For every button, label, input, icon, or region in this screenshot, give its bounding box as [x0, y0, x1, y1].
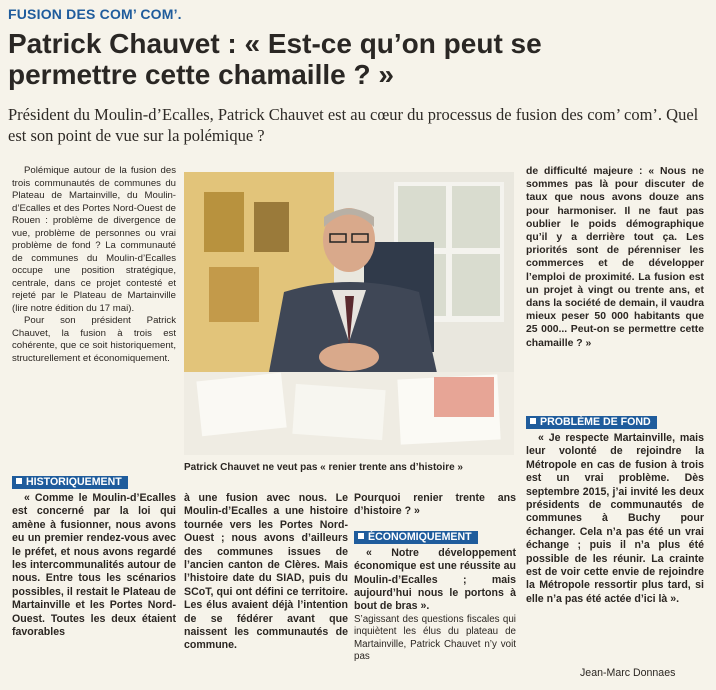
quote-continuation-text: de difficulté majeure : « Nous ne sommes pas là pour discuter de taux que nous avons douze ans pour harmoniser. Il ne faut pas oublier le poids démographique qu’il y a derrière tout ça. Les priorités sont de pérenniser les commerces et de développer l’emploi de proximité. La fusion est un projet à vingt ou trente ans, et dans la société de demain, il vaudra mieux peser 50 000 habitants que 25 000... Peut-on se permettre cette chamaille ? »	[526, 166, 704, 349]
historiquement-text-a: « Comme le Moulin-d’Ecalles est concerné par la loi qui amène à fusionner, nous avons eu un premier rendez-vous avec le préfet, et nous avons regardé les intercommunalités autour de nous. Entre tous les scénarios possibles, il restait le Plateau de Martainville et les Portes Nord-Ouest. Toutes les deux étaient favorables	[12, 492, 176, 639]
square-bullet-icon	[16, 478, 22, 484]
intro-paragraph-2: Pour son président Patrick Chauvet, la fusion à trois est cohérente, que ce soit historiquement, structurellement et économiquement.	[12, 315, 176, 364]
economiquement-text-b: S’agissant des questions fiscales qui inquiètent les élus du plateau de Martainville, Patrick Chauvet n’y voit pas	[354, 613, 516, 663]
economiquement-text-a: « Notre développement économique est une réussite au Moulin-d’Ecalles ; mais aujourd’hui nous le portons à bout de bras ».	[354, 546, 516, 613]
quote-continuation	[526, 165, 704, 350]
portrait-photo	[184, 172, 514, 455]
chapo: Président du Moulin-d’Ecalles, Patrick Chauvet est au cœur du processus de fusion des com’ com’. Quel est son point de vue sur la polémique ?	[8, 105, 699, 145]
byline: Jean-Marc Donnaes	[580, 667, 676, 679]
photo-caption: Patrick Chauvet ne veut pas « renier trente ans d’histoire »	[184, 462, 463, 473]
historiquement-text-c: Pourquoi renier trente ans d’histoire ? »	[354, 492, 516, 518]
square-bullet-icon	[358, 533, 364, 539]
section-historiquement-cont	[184, 492, 348, 653]
intro-column	[12, 165, 176, 365]
portrait-illustration	[184, 172, 514, 455]
square-bullet-icon	[530, 418, 536, 424]
section-tag-historiquement	[12, 476, 128, 489]
headline: Patrick Chauvet : « Est-ce qu’on peut se permettre cette chamaille ? »	[8, 28, 542, 90]
section-economiquement	[354, 492, 516, 664]
section-tag-probleme	[526, 416, 657, 429]
kicker: FUSION DES COM’ COM’.	[8, 6, 182, 22]
section-label: ÉCONOMIQUEMENT	[368, 530, 472, 543]
section-tag-economiquement	[354, 531, 478, 544]
section-label: HISTORIQUEMENT	[26, 476, 122, 488]
probleme-text: « Je respecte Martainville, mais leur volonté de rejoindre la Métropole en cas de fusion à trois est un vrai problème. Dès septembre 2015, j’ai invité les deux présidents de communautés de communes à Buchy pour échanger. Cela n’a pas été un vrai échange ; puis il n’a plus été possible de les réunir. La crainte est de voir cette envie de rejoindre la Métropole ressortir plus tard, si elle n’a pas été actée d’ici là ».	[526, 432, 704, 605]
section-probleme	[526, 416, 704, 606]
historiquement-text-b: à une fusion avec nous. Le Moulin-d’Ecalles a une histoire tournée vers les Portes Nord-Ouest ; nous avons d’ailleurs des communes issues de l’ancien canton de Clères. Mais l’histoire date du SIAD, puis du SCoT, qui ont défini ce territoire. Les élus avaient déjà l’intention de se fédérer avant que naissent les communautés de commune.	[184, 492, 348, 652]
section-label: PROBLÈME DE FOND	[540, 416, 651, 428]
intro-paragraph-1: Polémique autour de la fusion des trois communautés de communes du Plateau de Martainville, du Moulin-d’Ecalles et des Portes Nord-Ouest de Rouen : problème de divergence de vue, problème de personnes ou vrai problème de fond ? La communauté de communes du Moulin-d’Ecalles occupe une position stratégique, centrale, dans ce projet contesté et rejeté par le Plateau de Martainville (lire notre édition du 17 mai).	[12, 165, 176, 314]
section-historiquement	[12, 476, 176, 639]
